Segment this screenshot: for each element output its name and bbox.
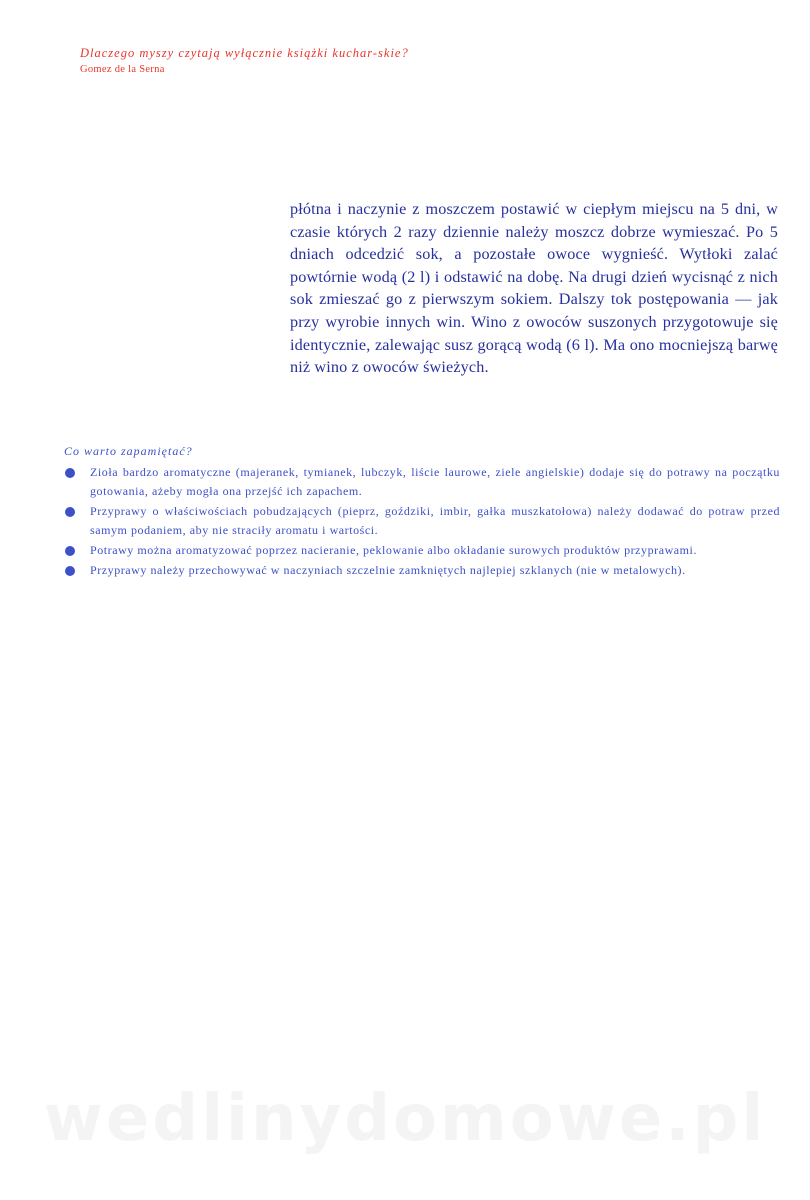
- remember-item-text: Potrawy można aromatyzować poprzez nacieranie, peklowanie albo okładanie surowych produktów przyprawami.: [90, 543, 697, 557]
- remember-item-text: Przyprawy o właściwościach pobudzających (pieprz, goździki, imbir, gałka muszkatołowa) należy dodawać do potraw przed samym podaniem, aby nie straciły aromatu i wartości.: [90, 504, 780, 537]
- remember-heading: Co warto zapamiętać?: [64, 444, 193, 458]
- epigraph-text: Dlaczego myszy czytają wyłącznie książki kuchar-skie?: [80, 46, 409, 60]
- epigraph: [80, 44, 480, 75]
- recipe-paragraph: płótna i naczynie z moszczem postawić w ciepłym miejscu na 5 dni, w czasie których 2 razy dziennie należy moszcz dobrze wymieszać. Po 5 dniach odcedzić sok, a pozostałe owoce wygnieść. Wytłoki zalać powtórnie wodą (2 l) i odstawić na dobę. Na drugi dzień wycisnąć z nich sok zmieszać go z pierwszym sokiem. Dalszy tok postępowania — jak przy wyrobie innych win. Wino z owoców suszonych przygotowuje się identycznie, zalewając susz gorącą wodą (6 l). Ma ono mocniejszą barwę niż wino z owoców świeżych.: [290, 200, 778, 377]
- bullet-dot-icon: [65, 468, 75, 478]
- remember-item-text: Przyprawy należy przechowywać w naczyniach szczelnie zamkniętych najlepiej szklanych (nie w metalowych).: [90, 563, 686, 577]
- remember-item: [62, 561, 780, 580]
- remember-item: [62, 502, 780, 540]
- watermark: wedlinydomowe.pl: [43, 1082, 767, 1156]
- bullet-dot-icon: [65, 546, 75, 556]
- remember-item-text: Zioła bardzo aromatyczne (majeranek, tymianek, lubczyk, liście laurowe, ziele angielskie) dodaje się do potrawy na początku gotowania, ażeby mogła ona przejść ich zapachem.: [90, 465, 780, 498]
- epigraph-author: Gomez de la Serna: [80, 64, 165, 75]
- bullet-dot-icon: [65, 566, 75, 576]
- remember-section: [62, 444, 780, 581]
- remember-item: [62, 463, 780, 501]
- recipe-paragraph-block: [290, 198, 778, 379]
- remember-item: [62, 541, 780, 560]
- bullet-dot-icon: [65, 507, 75, 517]
